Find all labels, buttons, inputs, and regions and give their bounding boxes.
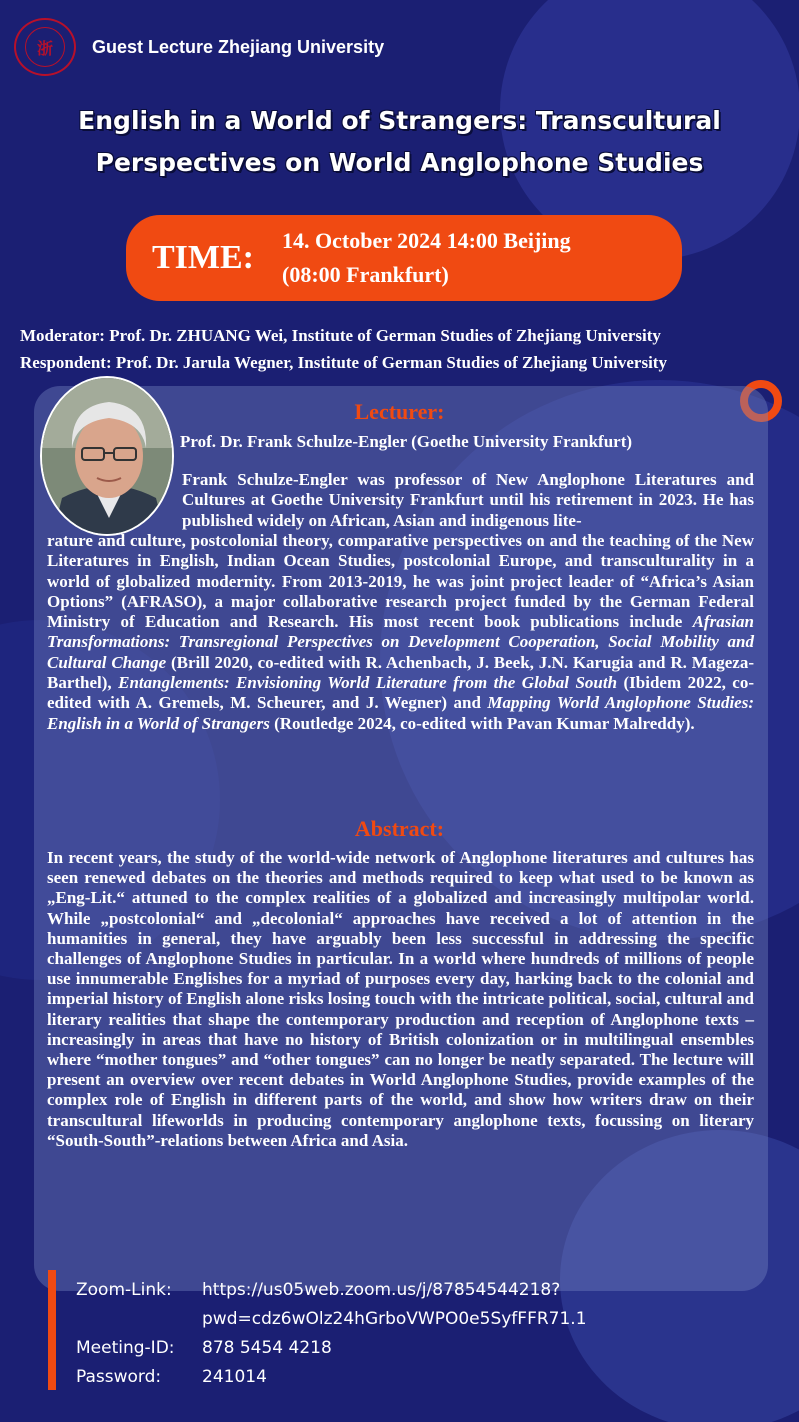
zoom-info xyxy=(76,1276,587,1392)
time-line-1: 14. October 2024 14:00 Beijing xyxy=(282,228,571,253)
lecturer-name: Prof. Dr. Frank Schulze-Engler (Goethe University Frankfurt) xyxy=(180,432,633,451)
zoom-accent-bar xyxy=(48,1270,56,1390)
zoom-link-continued[interactable]: pwd=cdz6wOlz24hGrboVWPO0e5SyfFFR71.1 xyxy=(202,1309,587,1329)
time-banner xyxy=(126,215,682,301)
lecturer-heading: Lecturer: xyxy=(354,399,445,424)
abstract-heading: Abstract: xyxy=(354,816,445,841)
logo-seal: 浙 xyxy=(25,27,65,67)
time-value xyxy=(282,224,571,292)
bio-text: rature and culture, postcolonial theory, comparative perspectives on and the teaching of the New Literatures in English, Indian Ocean Studies, postcolonial Europe, and transculturality in a world of globalized modernity. From 2013-2019, he was joint project leader of “Africa’s Asian Options” (AFRASO), a major collaborative research project funded by the German Federal Ministry of Education and Research. His most recent book publications include xyxy=(47,531,754,632)
abstract-text: In recent years, the study of the world-wide network of Anglophone literatures and cultures has seen renewed debates on the theories and methods required to keep what used to be known as „Eng-Lit.“ attuned to the complex realities of a globalized and increasingly multipolar world. While „postcolonial“ and „decolonial“ approaches have received a lot of attention in the humanities in general, they have arguably been less successful in addressing the specific challenges of Anglophone Studies in particular. In a world where hundreds of millions of people use innumerable Englishes for a myriad of purposes every day, harking back to the colonial and imperial history of English alone risks losing touch with the intricate political, social, cultural and literary realities that shape the contemporary production and reception of Anglophone texts – increasingly in areas that have no history of British colonization or in multilingual ensembles where “mother tongues” and “other tongues” can no longer be neatly separated. The lecture will present an overview over recent debates in World Anglophone Studies, provide examples of the complex role of English in different parts of the world, and show how writers draw on their transcultural lifeworlds in producing contemporary anglophone texts, focussing on literary “South-South”-relations between Africa and Asia. xyxy=(47,848,754,1150)
header xyxy=(14,18,384,76)
zoom-link[interactable]: https://us05web.zoom.us/j/87854544218? xyxy=(202,1280,561,1300)
meeting-id-label: Meeting-ID: xyxy=(76,1338,175,1358)
book-info: (Ibidem 2022, co-edited with A. Gremels, M. Scheurer, and J. Wegner) and xyxy=(47,673,754,713)
zoom-link-row-2 xyxy=(76,1305,587,1334)
lecture-title xyxy=(0,100,799,184)
zoom-link-label: Zoom-Link: xyxy=(76,1280,172,1300)
book-title: Mapping World Anglophone Studies: English in a World of Strangers xyxy=(47,693,754,733)
roles xyxy=(20,322,790,376)
meeting-id: 878 5454 4218 xyxy=(202,1338,332,1358)
time-line-2: (08:00 Frankfurt) xyxy=(282,262,449,287)
spacer xyxy=(76,1305,202,1334)
book-title: Afrasian Transformations: Transregional Perspectives on Development Cooperation, Social Mobility and Cultural Change xyxy=(47,612,754,672)
respondent: Respondent: Prof. Dr. Jarula Wegner, Institute of German Studies of Zhejiang University xyxy=(20,353,667,372)
university-logo xyxy=(14,18,76,76)
password: 241014 xyxy=(202,1367,267,1387)
moderator: Moderator: Prof. Dr. ZHUANG Wei, Institute of German Studies of Zhejiang University xyxy=(20,326,661,345)
time-label: TIME: xyxy=(152,239,254,276)
title-line-2: Perspectives on World Anglophone Studies xyxy=(95,148,704,177)
event-label: Guest Lecture Zhejiang University xyxy=(92,36,385,57)
password-label: Password: xyxy=(76,1367,162,1387)
lecturer-bio-part-2 xyxy=(47,531,754,734)
lecturer-bio-part-1: Frank Schulze-Engler was professor of New Anglophone Literatures and Cultures at Goethe University Frankfurt until his retirement in 2023. He has published widely on African, Asian and indigenous lite- xyxy=(182,470,754,530)
title-line-1: English in a World of Strangers: Transcultural xyxy=(78,106,721,135)
meeting-id-row xyxy=(76,1334,587,1363)
zoom-link-row xyxy=(76,1276,587,1305)
password-row xyxy=(76,1363,587,1392)
book-title: Entanglements: Envisioning World Literature from the Global South xyxy=(118,673,618,693)
book-info: (Routledge 2024, co-edited with Pavan Kumar Malreddy). xyxy=(274,713,695,733)
book-info: (Brill 2020, co-edited with R. Achenbach, J. Beek, J.N. Karugia and R. Mageza-Barthel), xyxy=(47,652,754,693)
